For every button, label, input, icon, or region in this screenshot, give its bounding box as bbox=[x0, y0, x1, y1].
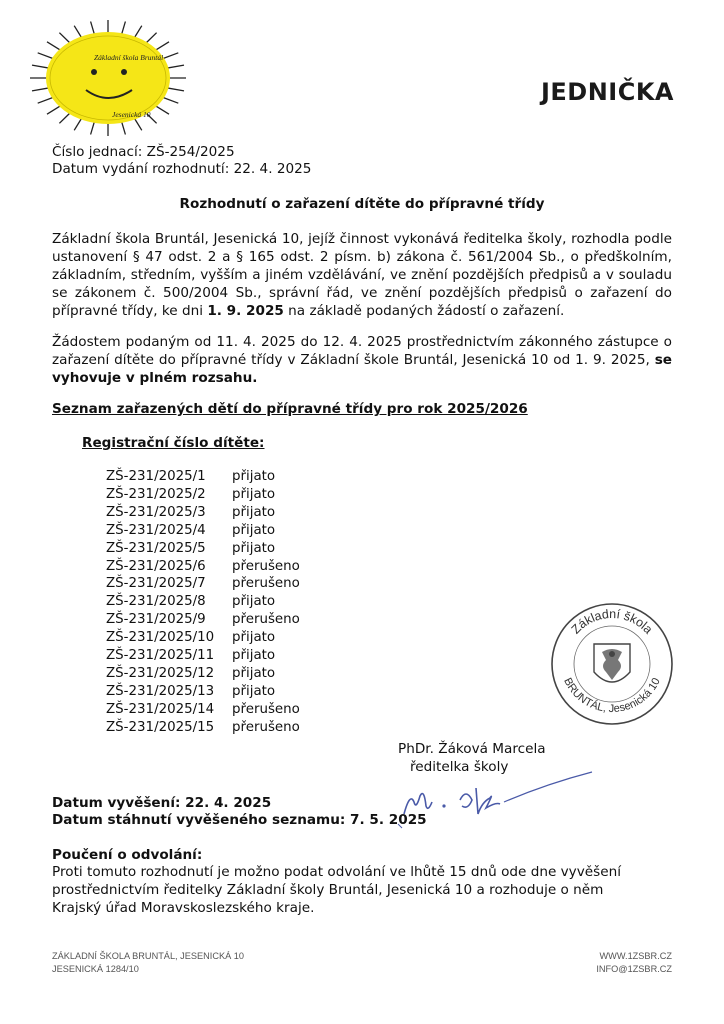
registration-status: přijato bbox=[232, 486, 276, 502]
list-item bbox=[106, 558, 300, 576]
list-item bbox=[106, 701, 300, 719]
registration-status: přijato bbox=[232, 683, 276, 699]
sun-ray bbox=[32, 88, 50, 91]
stamp-text-top: Základní škola bbox=[568, 606, 656, 637]
footer-email: INFO@1ZSBR.CZ bbox=[596, 964, 672, 974]
registration-number: ZŠ-231/2025/3 bbox=[106, 504, 206, 520]
registration-status: přerušeno bbox=[232, 558, 300, 574]
sun-ray bbox=[32, 65, 50, 68]
sun-ray bbox=[38, 53, 54, 59]
list-item bbox=[106, 719, 300, 737]
registration-status: přerušeno bbox=[232, 612, 300, 628]
sun-ray bbox=[134, 118, 142, 131]
registration-status: přijato bbox=[232, 504, 276, 520]
list-item bbox=[106, 486, 275, 504]
logo-text-address: Jesenická 10 bbox=[112, 110, 151, 119]
decision-tail: na základě podaných žádostí o zařazení. bbox=[283, 303, 565, 319]
registration-number: ZŠ-231/2025/15 bbox=[106, 719, 215, 735]
registration-status: přijato bbox=[232, 630, 276, 646]
registration-status: přerušeno bbox=[232, 576, 300, 592]
list-item bbox=[106, 611, 300, 629]
approval-text: Žádostem podaným od 11. 4. 2025 do 12. 4. 2025 prostřednictvím zákonného zástupce o zařazení dítěte do přípravné třídy v Základní škole Bruntál, Jesenická 10 od 1. 9. 2025, bbox=[52, 334, 672, 368]
registration-number: ZŠ-231/2025/13 bbox=[106, 683, 215, 699]
list-heading: Seznam zařazených dětí do přípravné třídy pro rok 2025/2026 bbox=[52, 401, 528, 417]
approval-result: se vyhovuje v plném rozsahu. bbox=[52, 352, 672, 386]
list-item bbox=[106, 575, 300, 593]
sun-ray bbox=[155, 105, 169, 114]
sun-ray bbox=[74, 118, 82, 131]
registration-number: ZŠ-231/2025/8 bbox=[106, 594, 206, 610]
footer-school-name: ZÁKLADNÍ ŠKOLA BRUNTÁL, JESENICKÁ 10 bbox=[52, 951, 244, 961]
sun-ray bbox=[162, 97, 178, 103]
posted-date: Datum vyvěšení: 22. 4. 2025 bbox=[52, 795, 272, 811]
sun-ray bbox=[155, 42, 169, 51]
registration-number: ZŠ-231/2025/6 bbox=[106, 558, 206, 574]
sun-ray bbox=[145, 33, 156, 44]
list-item bbox=[106, 647, 275, 665]
decision-text: Základní škola Bruntál, Jesenická 10, jejíž činnost vykonává ředitelka školy, rozhodla podle ustanovení § 47 odst. 2 a § 165 odst. 2 písm. b) zákona č. 561/2004 Sb., o předškolním, základním, středním, vyšším a jiném vzdělávání, ve znění pozdějších předpisů a v souladu se zákonem č. 500/2004 Sb., správní řád, ve znění pozdějších předpisů o zařazení do přípravné třídy, ke dni bbox=[52, 231, 672, 319]
list-item bbox=[106, 468, 275, 486]
list-item bbox=[106, 540, 275, 558]
footer-website: WWW.1ZSBR.CZ bbox=[599, 951, 672, 961]
issue-date: Datum vydání rozhodnutí: 22. 4. 2025 bbox=[52, 161, 312, 177]
registration-number: ZŠ-231/2025/7 bbox=[106, 576, 206, 592]
eagle-coat-of-arms-icon bbox=[594, 644, 630, 682]
list-item bbox=[106, 522, 275, 540]
sun-ray bbox=[38, 97, 54, 103]
removed-date: Datum stáhnutí vyvěšeného seznamu: 7. 5. 2025 bbox=[52, 812, 427, 828]
appeal-heading: Poučení o odvolání: bbox=[52, 847, 203, 863]
registration-number: ZŠ-231/2025/10 bbox=[106, 630, 215, 646]
sun-ray bbox=[91, 121, 95, 135]
signatory-role: ředitelka školy bbox=[410, 759, 509, 775]
registration-status: přerušeno bbox=[232, 701, 300, 717]
reference-number: Číslo jednací: ZŠ-254/2025 bbox=[52, 144, 235, 160]
list-item bbox=[106, 683, 275, 701]
registration-status: přijato bbox=[232, 648, 276, 663]
list-item bbox=[106, 504, 275, 522]
school-logo bbox=[28, 20, 188, 138]
school-stamp bbox=[548, 600, 676, 728]
sun-ray bbox=[47, 105, 61, 114]
signatory-name: PhDr. Žáková Marcela bbox=[398, 741, 546, 757]
footer-address: JESENICKÁ 1284/10 bbox=[52, 964, 139, 974]
sun-ray bbox=[134, 26, 142, 39]
registration-status: přijato bbox=[232, 540, 276, 556]
registration-number: ZŠ-231/2025/5 bbox=[106, 540, 206, 556]
stamp-text-bottom: BRUNTÁL, Jesenická 10 bbox=[561, 676, 663, 716]
brand-name: JEDNIČKA bbox=[540, 78, 674, 106]
registration-status: přijato bbox=[232, 665, 276, 681]
sun-ray bbox=[74, 26, 82, 39]
registration-number: ZŠ-231/2025/1 bbox=[106, 469, 206, 484]
list-item bbox=[106, 593, 275, 611]
sun-ray bbox=[121, 22, 125, 36]
registration-number: ZŠ-231/2025/9 bbox=[106, 612, 206, 628]
sun-ray bbox=[91, 22, 95, 36]
registration-number: ZŠ-231/2025/11 bbox=[106, 648, 215, 663]
sun-ray bbox=[47, 42, 61, 51]
appeal-text: Proti tomuto rozhodnutí je možno podat odvolání ve lhůtě 15 dnů ode dne vyvěšení prostřednictvím ředitelky Základní školy Bruntál, Jesenická 10 a rozhoduje o něm Krajský úřad Moravskoslezského kraje. bbox=[52, 864, 621, 916]
registration-number: ZŠ-231/2025/12 bbox=[106, 665, 215, 681]
decision-paragraph bbox=[52, 230, 672, 320]
registration-status: přijato bbox=[232, 594, 276, 610]
registration-status: přijato bbox=[232, 522, 276, 538]
registration-status: přerušeno bbox=[232, 719, 300, 735]
sun-ray bbox=[167, 65, 185, 68]
list-item bbox=[106, 665, 275, 683]
logo-text-school: Základní škola Bruntál bbox=[94, 53, 164, 62]
registration-status: přijato bbox=[232, 469, 276, 484]
list-item bbox=[106, 629, 275, 647]
sun-ray bbox=[167, 88, 185, 91]
approval-paragraph bbox=[52, 333, 672, 387]
decision-date: 1. 9. 2025 bbox=[207, 303, 284, 319]
document-title: Rozhodnutí o zařazení dítěte do přípravné třídy bbox=[179, 196, 545, 212]
sun-ray bbox=[121, 121, 125, 135]
sun-ray bbox=[162, 53, 178, 59]
registration-number: ZŠ-231/2025/14 bbox=[106, 701, 215, 717]
registration-number: ZŠ-231/2025/2 bbox=[106, 486, 206, 502]
sun-ray bbox=[59, 33, 70, 44]
list-subheading: Registrační číslo dítěte: bbox=[82, 435, 265, 451]
registration-number: ZŠ-231/2025/4 bbox=[106, 522, 206, 538]
sun-ray bbox=[59, 112, 70, 123]
sun-logo-icon bbox=[28, 20, 188, 138]
